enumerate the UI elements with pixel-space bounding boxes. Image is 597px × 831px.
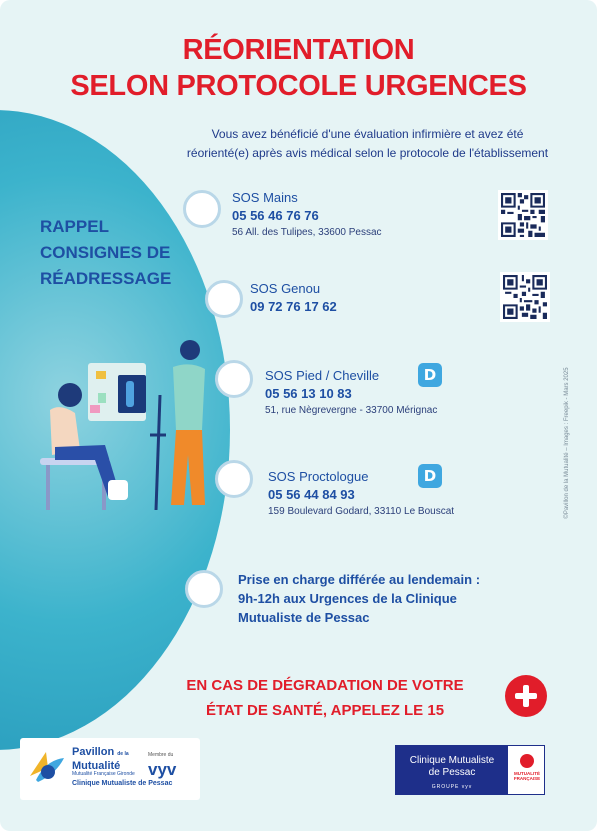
bullet-circle [183,190,221,228]
rappel-line-1: RAPPEL [40,217,109,236]
pavillon-mutualite-logo [20,738,200,800]
member-label: Membre du [148,752,174,758]
medical-cross-icon [505,675,547,717]
bullet-circle [205,280,243,318]
brand-sub: Mutualité Française Gironde [72,771,135,777]
nurse-head [180,340,200,360]
nurse-top [173,364,205,430]
entry-phone: 05 56 44 84 93 [268,487,355,502]
entry-name: SOS Genou [250,281,321,296]
clinic-line-1: Clinique Mutualiste [409,755,495,766]
xray-bone [126,381,134,407]
intro-line-1: Vous avez bénéficié d'une évaluation infirmière et avez été [211,127,524,141]
title-line-1: RÉORIENTATION [182,34,415,66]
foot-cast [108,480,128,500]
credit-text: ©Pavillon de la Mutualité – Images : Freepik - Mars 2025 [564,367,570,519]
entry-name: SOS Mains [232,190,298,205]
deferred-line-1: Prise en charge différée au lendemain : [238,572,481,587]
deferred-line-3: Mutualiste de Pessac [238,610,370,625]
mutualite-francaise-logo [510,750,544,792]
entry-name: SOS Pied / Cheville [265,368,380,383]
intro-line-2: réorienté(e) après avis médical selon le protocole de l'établissement [186,146,549,160]
deferred-care-text [238,570,568,627]
mutualite-francaise-label: MUTUALITÉ FRANÇAISE [513,771,541,781]
rappel-heading [40,214,171,292]
brand-line-2: Mutualité [72,760,121,772]
qr-code-icon[interactable] [498,190,548,240]
clinic-line-2: de Pessac [428,767,476,778]
title-line-2: SELON PROTOCOLE URGENCES [70,70,527,102]
mutualite-francaise-icon [520,754,534,768]
brand-clinic: Clinique Mutualiste de Pessac [72,780,173,787]
image-credit [562,330,572,560]
entry-sos-pied-cheville [265,368,437,416]
warning-line-2: ÉTAT DE SANTÉ, APPELEZ LE 15 [205,702,445,719]
entry-address: 159 Boulevard Godard, 33110 Le Bouscat [268,506,455,517]
entry-phone: 09 72 76 17 62 [250,299,337,314]
clinic-group: GROUPE vyv [431,784,473,790]
brand-small: de la [117,751,129,757]
nurse-patient-illustration [30,335,230,520]
clinic-name-panel [396,746,508,794]
entry-address: 56 All. des Tulipes, 33600 Pessac [232,227,382,238]
nurse-pants [171,430,205,505]
rappel-line-2: CONSIGNES DE [40,243,171,262]
entry-name: SOS Proctologue [268,469,369,484]
qr-code-icon[interactable] [500,272,550,322]
warning-line-1: EN CAS DE DÉGRADATION DE VOTRE [186,677,464,694]
entry-phone: 05 56 46 76 76 [232,208,319,223]
entry-sos-genou [250,281,337,314]
qr-code-graphic [503,275,547,319]
patient-head [58,383,82,407]
entry-address: 51, rue Nègrevergne - 33700 Mérignac [265,405,438,416]
emergency-warning [150,673,500,723]
qr-code-graphic [501,193,545,237]
brand-line-1: Pavillon [72,746,115,758]
pavillon-mark-icon [26,746,68,788]
vyv-logo: vyv [148,760,177,779]
deferred-line-2: 9h-12h aux Urgences de la Clinique [238,591,457,606]
doctolib-icon[interactable]: D [418,363,442,387]
rappel-line-3: RÉADRESSAGE [40,269,172,288]
pavillon-brand [72,746,129,772]
bullet-circle [185,570,223,608]
clinique-mutualiste-logo [395,745,545,795]
doctolib-icon[interactable]: D [418,464,442,488]
entry-phone: 05 56 13 10 83 [265,386,352,401]
entry-sos-mains [232,190,382,238]
